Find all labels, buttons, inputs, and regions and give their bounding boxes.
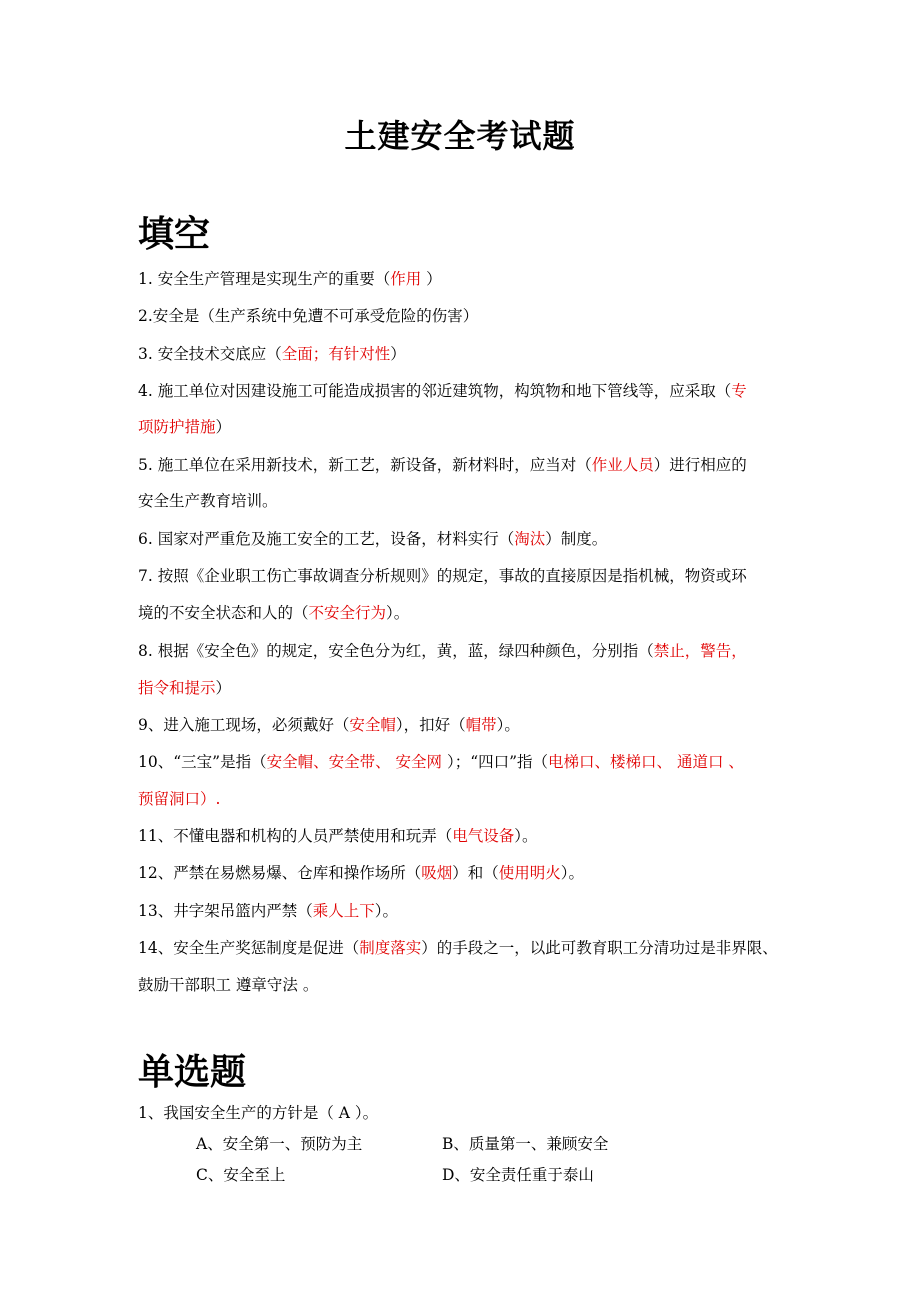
fill-in-line — [138, 454, 788, 476]
answer-text: 全面；有针对性 — [281, 345, 391, 363]
question-text: 境的不安全状态和人的（ — [138, 604, 309, 622]
question-text: ）；“四口”指（ — [442, 753, 549, 771]
question-text: ）和（ — [452, 864, 499, 882]
question-text: 14、安全生产奖惩制度是促进（ — [138, 939, 360, 957]
question-text: 4. 施工单位对因建设施工可能造成损害的邻近建筑物，构筑物和地下管线等，应采取（ — [138, 382, 732, 400]
question-text: ）。 — [374, 902, 399, 920]
question-text: 安全生产教育培训。 — [138, 492, 278, 510]
answer-text: 作用 — [390, 270, 427, 288]
option-d: D、安全责任重于泰山 — [442, 1166, 594, 1184]
fill-in-line — [138, 640, 788, 662]
question-text: ） — [426, 270, 442, 288]
question-text: 1. 安全生产管理是实现生产的重要（ — [138, 270, 391, 288]
question-text: ）制度。 — [545, 530, 608, 548]
question-text: ）。 — [386, 604, 410, 622]
answer-text: 帽带 — [465, 716, 497, 734]
fill-in-line — [138, 751, 788, 773]
answer-text: 乘人上下 — [312, 902, 375, 920]
answer-text: 专 — [731, 382, 747, 400]
question-text: 9、进入施工现场，必须戴好（ — [138, 716, 350, 734]
question-text: ）的手段之一，以此可教育职工分清功过是非界限、 — [421, 939, 778, 957]
question-text: 12、严禁在易燃易爆、仓库和操作场所（ — [138, 864, 422, 882]
question-text: 8. 根据《安全色》的规定，安全色分为红，黄，蓝，绿四种颜色，分别指（ — [138, 642, 654, 660]
question-text: ）。 — [496, 716, 520, 734]
question-text: ）进行相应的 — [653, 456, 747, 474]
question-text: 3. 安全技术交底应（ — [138, 345, 282, 363]
question-text: ）。 — [514, 827, 538, 845]
fill-in-line — [138, 974, 788, 996]
fill-in-line — [138, 714, 788, 736]
answer-text: 吸烟 — [421, 864, 453, 882]
answer-text: 电梯口、楼梯口、 通道口 、 — [548, 753, 744, 771]
fill-in-line — [138, 937, 788, 959]
fill-in-line — [138, 343, 788, 365]
question-text: 11、不懂电器和机构的人员严禁使用和玩弄（ — [138, 827, 453, 845]
section-heading-single-choice: 单选题 — [138, 1051, 247, 1093]
fill-in-line — [138, 602, 788, 624]
fill-in-line — [138, 528, 788, 550]
answer-text: 电气设备 — [452, 827, 515, 845]
answer-text: 淘汰 — [514, 530, 546, 548]
answer-text: 制度落实 — [359, 939, 422, 957]
answer-text: 项防护措施 — [138, 418, 216, 436]
fill-in-line — [138, 416, 788, 438]
question-text: 6. 国家对严重危及施工安全的工艺，设备，材料实行（ — [138, 530, 515, 548]
question-text: 1、我国安全生产的方针是（ A ）。 — [138, 1104, 379, 1122]
question-text: ）。 — [560, 864, 585, 882]
question-text: 鼓励干部职工 遵章守法 。 — [138, 976, 319, 994]
question-text: 5. 施工单位在采用新技术，新工艺，新设备，新材料时，应当对（ — [138, 456, 592, 474]
answer-text: 禁止，警告， — [653, 642, 747, 660]
answer-text: 不安全行为 — [308, 604, 387, 622]
question-text: ） — [390, 345, 406, 363]
fill-in-line — [138, 900, 788, 922]
fill-in-line — [138, 825, 788, 847]
question-text: 7. 按照《企业职工伤亡事故调查分析规则》的规定，事故的直接原因是指机械，物资或环 — [138, 567, 747, 585]
question-text: ） — [215, 679, 232, 697]
fill-in-line — [138, 305, 788, 327]
question-text: ），扣好（ — [395, 716, 466, 734]
section-heading-fill-in: 填空 — [138, 213, 211, 255]
document-title: 土建安全考试题 — [344, 117, 576, 155]
answer-text: 预留洞口）. — [138, 790, 221, 808]
answer-text: 安全帽、安全带、 安全网 — [266, 753, 443, 771]
option-a: A、安全第一、预防为主 — [196, 1135, 363, 1153]
fill-in-line — [138, 677, 788, 699]
fill-in-line — [138, 862, 788, 884]
question-text: 2.安全是（生产系统中免遭不可承受危险的伤害） — [138, 307, 479, 325]
fill-in-line — [138, 268, 788, 290]
answer-text: 使用明火 — [498, 864, 561, 882]
fill-in-line — [138, 565, 788, 587]
answer-text: 安全帽 — [349, 716, 396, 734]
question-text: 10、“三宝”是指（ — [138, 753, 267, 771]
option-b: B、质量第一、兼顾安全 — [442, 1135, 609, 1153]
answer-text: 作业人员 — [591, 456, 654, 474]
answer-text: 指令和提示 — [138, 679, 216, 697]
option-c: C、安全至上 — [196, 1166, 286, 1184]
question-text: ） — [215, 418, 232, 436]
fill-in-line — [138, 380, 788, 402]
question-text: 13、井字架吊篮内严禁（ — [138, 902, 313, 920]
fill-in-line — [138, 788, 788, 810]
fill-in-line — [138, 490, 788, 512]
